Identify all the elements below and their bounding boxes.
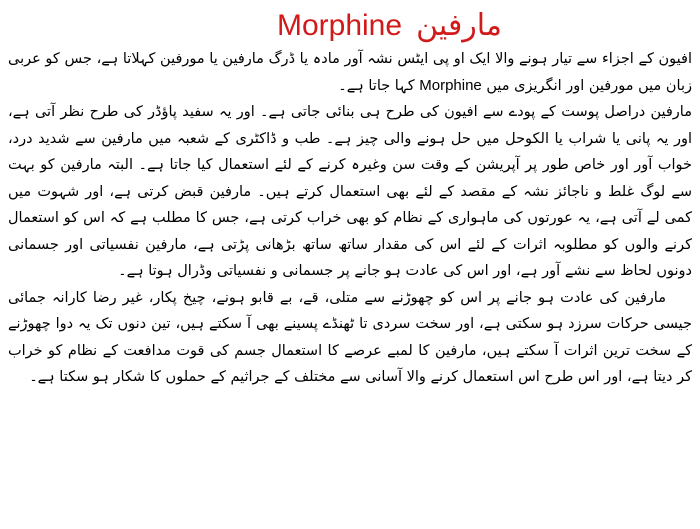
paragraph-withdrawal-text: مارفین کی عادت ہو جانے پر اس کو چھوڑنے سے متلی، قے، بے قابو ہونے، چیخ پکار، غیر رضا کارانہ جمائی جیسی حرکات سرزد ہو سکتی ہے، اور سخت سردی تا ٹھنڈے پسینے بھی آ سکتے ہیں، تین دنوں تک یہ دوا چھوڑنے کے سخت ترین اثرات آ سکتے ہیں، مارفین کا لمبے عرصے کا استعمال جسم کی قوت مدافعت کے نظام کو خراب کر دیتا ہے، اور اس طرح اس استعمال کرنے والا آسانی سے مختلف کے جراثیم کے حملوں کا شکار ہو سکتا ہے۔ — [8, 289, 692, 385]
paragraph-origin-text: مارفین دراصل پوست کے پودے سے افیون کی طرح ہی بنائی جاتی ہے۔ اور یہ سفید پاؤڈر کی طرح نظر آتی ہے، اور یہ پانی یا شراب یا الکوحل میں حل ہونے والی چیز ہے۔ طب و ڈاکٹری کے شعبہ میں مارفین سے شدید درد، خواب آور اور خاص طور پر آپریشن کے وقت سن وغیرہ کرنے کے لئے استعمال کیا جاتا ہے۔ البتہ مارفین کو بہت سے لوگ غلط و ناجائز نشہ کے مقصد کے لئے بھی استعمال کرتے ہیں۔ مارفین قبض کرتی ہے، اور شہوت میں کمی لے آتی ہے، یہ عورتوں کی ماہواری کے نظام کو بھی خراب کرتی ہے، جس کا مطلب ہے کہ اس کو استعمال کرنے والوں کو مطلوبہ اثرات کے لئے اس کی مقدار ساتھ ساتھ بڑھانی پڑتی ہے، مارفین نفسیاتی اور جسمانی دونوں لحاظ سے نشے آور ہے، اور اس کی عادت ہو جانے پر جسمانی و نفسیاتی وڈرال ہوتا ہے۔ — [8, 104, 692, 279]
paragraph-intro-tail: کہا جاتا ہے۔ — [338, 77, 415, 94]
title-english: Morphine — [276, 9, 403, 42]
paragraph-intro — [8, 46, 692, 99]
paragraph-withdrawal — [8, 285, 692, 391]
article-title — [8, 6, 502, 46]
paragraph-intro-text: افیون کے اجزاء سے تیار ہونے والا ایک او پی ایٹس نشہ آور مادہ یا ڈرگ مارفین یا مورفین کہلاتا ہے، جس کو عربی زبان میں مورفین اور انگریزی میں — [8, 51, 692, 94]
paragraph-intro-english-term: Morphine — [419, 76, 482, 94]
paragraph-origin-and-use — [8, 99, 692, 285]
title-urdu: مارفین — [416, 8, 502, 43]
